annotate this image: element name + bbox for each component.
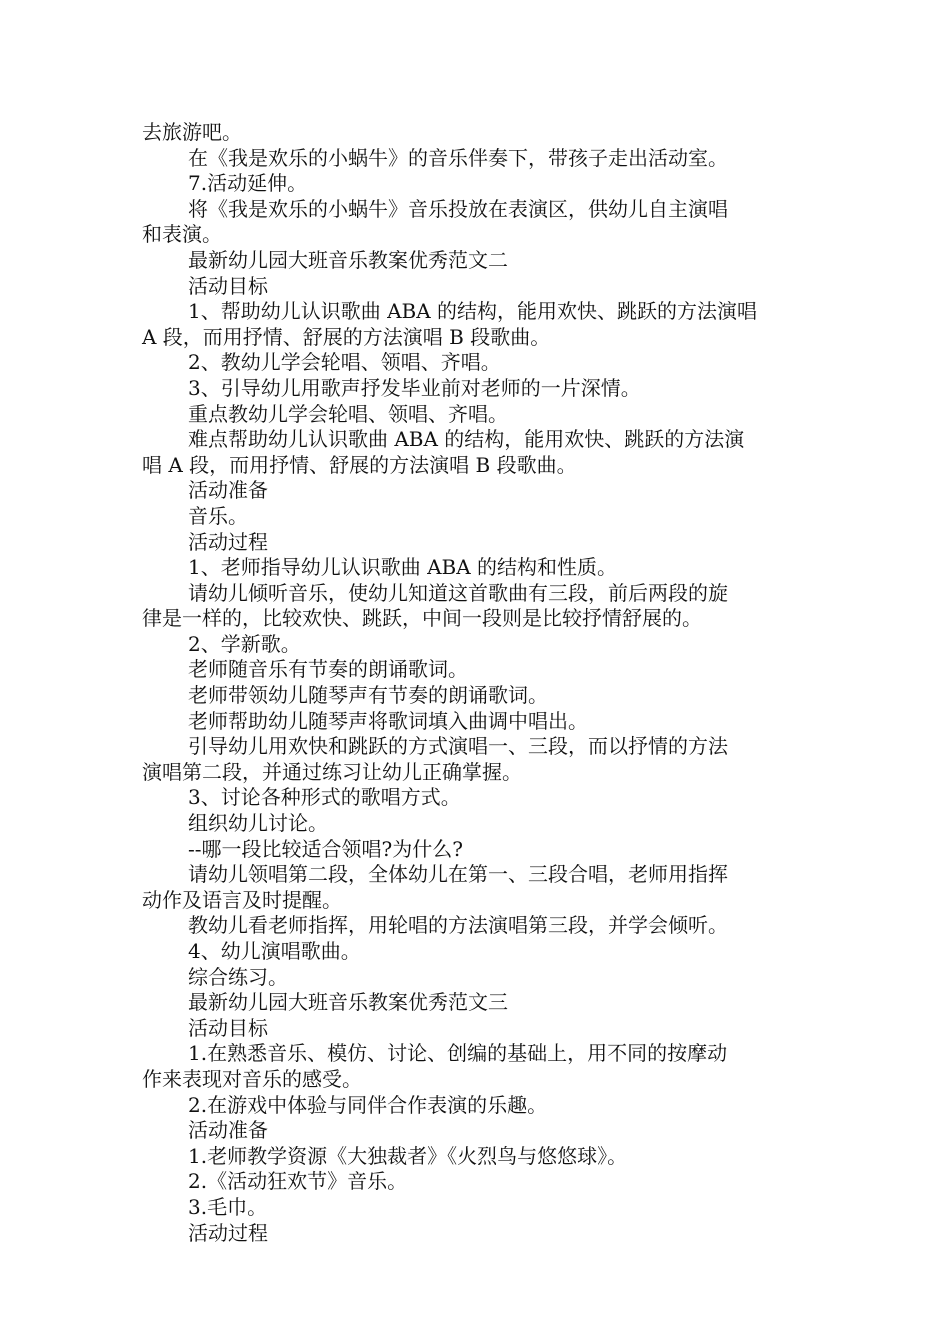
text-line: 老师带领幼儿随琴声有节奏的朗诵歌词。 <box>188 683 548 708</box>
text-line: 去旅游吧。 <box>142 120 242 144</box>
text-line: 2.在游戏中体验与同伴合作表演的乐趣。 <box>188 1092 548 1117</box>
text-line: 教幼儿看老师指挥，用轮唱的方法演唱第三段，并学会倾听。 <box>188 913 728 938</box>
text-line: 唱 A 段，而用抒情、舒展的方法演唱 B 段歌曲。 <box>142 452 577 477</box>
text-line: 活动过程 <box>188 1220 268 1245</box>
text-line: 演唱第二段，并通过练习让幼儿正确掌握。 <box>142 759 522 784</box>
text-line: 老师帮助幼儿随琴声将歌词填入曲调中唱出。 <box>188 708 588 733</box>
text-line: 和表演。 <box>142 222 222 247</box>
text-line: 活动准备 <box>188 1118 268 1143</box>
text-line: 重点教幼儿学会轮唱、领唱、齐唱。 <box>188 401 508 426</box>
text-line: 动作及语言及时提醒。 <box>142 887 342 912</box>
text-line: 1.在熟悉音乐、模仿、讨论、创编的基础上，用不同的按摩动 <box>188 1041 728 1066</box>
text-line: 组织幼儿讨论。 <box>188 811 328 836</box>
text-line: 3、讨论各种形式的歌唱方式。 <box>188 785 461 810</box>
text-line: 1.老师教学资源《大独裁者》《火烈鸟与悠悠球》。 <box>188 1143 628 1168</box>
text-line: 2、学新歌。 <box>188 631 301 656</box>
text-line: 综合练习。 <box>188 964 288 989</box>
text-line: 请幼儿倾听音乐，使幼儿知道这首歌曲有三段，前后两段的旋 <box>188 580 728 605</box>
text-line: 3.毛巾。 <box>188 1194 268 1219</box>
text-line: 1、老师指导幼儿认识歌曲 ABA 的结构和性质。 <box>188 555 618 580</box>
text-line: 活动目标 <box>188 1015 268 1040</box>
text-line: 作来表现对音乐的感受。 <box>142 1066 362 1091</box>
text-line: 1、帮助幼儿认识歌曲 ABA 的结构，能用欢快、跳跃的方法演唱 <box>188 299 758 324</box>
text-line: 2、教幼儿学会轮唱、领唱、齐唱。 <box>188 350 501 375</box>
text-line: 老师随音乐有节奏的朗诵歌词。 <box>188 657 468 682</box>
document-body <box>142 120 806 1246</box>
text-line: 在《我是欢乐的小蜗牛》的音乐伴奏下，带孩子走出活动室。 <box>188 145 728 170</box>
text-line: 请幼儿领唱第二段，全体幼儿在第一、三段合唱，老师用指挥 <box>188 862 728 887</box>
text-line: 律是一样的，比较欢快、跳跃，中间一段则是比较抒情舒展的。 <box>142 606 702 631</box>
text-line: 7.活动延伸。 <box>188 171 308 196</box>
text-line: 活动目标 <box>188 273 268 298</box>
text-line: 最新幼儿园大班音乐教案优秀范文三 <box>188 990 508 1015</box>
text-line: 最新幼儿园大班音乐教案优秀范文二 <box>188 247 508 272</box>
text-line: 2.《活动狂欢节》音乐。 <box>188 1169 408 1194</box>
text-line: A 段，而用抒情、舒展的方法演唱 B 段歌曲。 <box>142 324 551 349</box>
text-line: 4、幼儿演唱歌曲。 <box>188 939 361 963</box>
text-line: 将《我是欢乐的小蜗牛》音乐投放在表演区，供幼儿自主演唱 <box>188 196 728 221</box>
text-line: 活动准备 <box>188 478 268 503</box>
text-line: 活动过程 <box>188 529 268 554</box>
text-line: 3、引导幼儿用歌声抒发毕业前对老师的一片深情。 <box>188 375 641 400</box>
text-line: 音乐。 <box>188 503 248 528</box>
text-line: 难点帮助幼儿认识歌曲 ABA 的结构，能用欢快、跳跃的方法演 <box>188 427 745 452</box>
text-line: 引导幼儿用欢快和跳跃的方式演唱一、三段，而以抒情的方法 <box>188 734 728 759</box>
text-line: --哪一段比较适合领唱?为什么? <box>188 836 463 861</box>
